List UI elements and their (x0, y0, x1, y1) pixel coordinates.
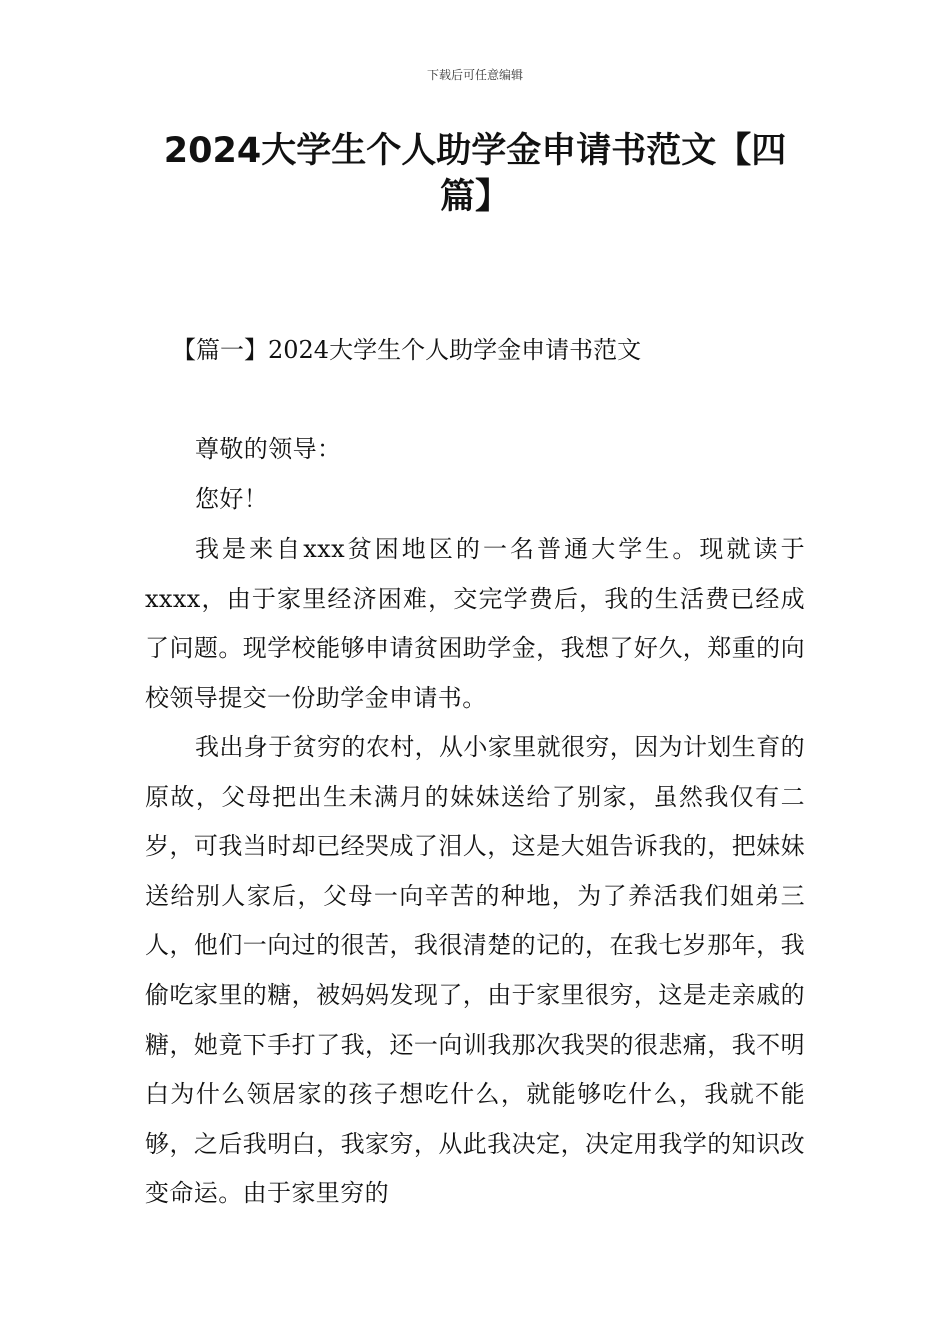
section-heading: 【篇一】2024大学生个人助学金申请书范文 (172, 336, 642, 364)
header-note: 下载后可任意编辑 (426, 68, 523, 82)
paragraph-2: 我出身于贫穷的农村，从小家里就很穷，因为计划生育的原故，父母把出生未满月的妹妹送给了别家，虽然我仅有二岁，可我当时却已经哭成了泪人，这是大姐告诉我的，把妹妹送给别人家后，父母一向辛苦的种地，为了养活我们姐弟三人，他们一向过的很苦，我很清楚的记的，在我七岁那年，我偷吃家里的糖，被妈妈发现了，由于家里很穷，这是走亲戚的糖，她竟下手打了我，还一向训我那次我哭的很悲痛，我不明白为什么领居家的孩子想吃什么，就能够吃什么，我就不能够，之后我明白，我家穷，从此我决定，决定用我学的知识改变命运。由于家里穷的 (145, 733, 805, 1208)
document-title: 2024大学生个人助学金申请书范文【四篇】 (163, 131, 787, 217)
paragraph-1: 我是来自xxx贫困地区的一名普通大学生。现就读于xxxx，由于家里经济困难，交完学费后，我的生活费已经成了问题。现学校能够申请贫困助学金，我想了好久，郑重的向校领导提交一份助学金申请书。 (145, 535, 805, 712)
salutation: 尊敬的领导： (195, 435, 342, 463)
greeting: 您好！ (195, 485, 269, 513)
